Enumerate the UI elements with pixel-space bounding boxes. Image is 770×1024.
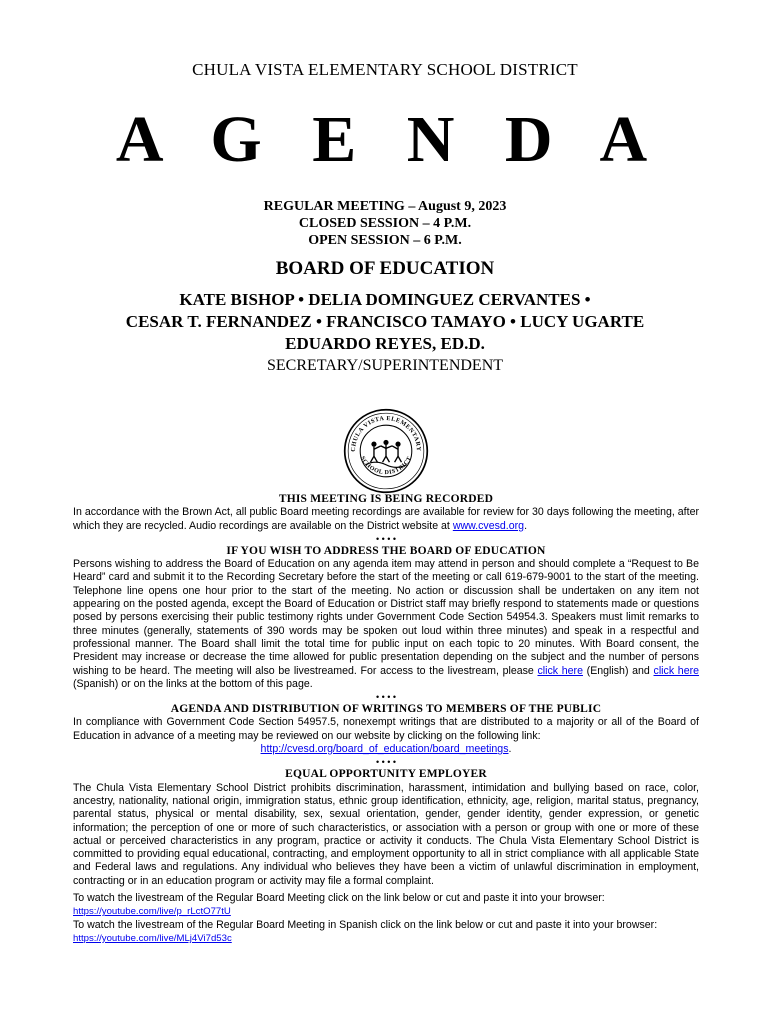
- recorded-notice: In accordance with the Brown Act, all public Board meeting recordings are available for review for 30 days following the meeting, after which they are recycled. Audio recordings are available on the District website at www.cvesd.org.: [73, 506, 699, 532]
- youtube-spanish-link[interactable]: https://youtube.com/live/MLj4Vi7d53c: [73, 932, 232, 944]
- superintendent-name: EDUARDO REYES, ED.D.: [285, 334, 485, 353]
- board-members-line-1: KATE BISHOP • DELIA DOMINGUEZ CERVANTES •: [179, 290, 591, 309]
- closed-session-time: CLOSED SESSION – 4 P.M.: [298, 216, 472, 231]
- livestream-spanish-text: To watch the livestream of the Regular Board Meeting in Spanish click on the link below or cut and paste it into your browser:: [73, 918, 658, 931]
- distribution-heading: AGENDA AND DISTRIBUTION OF WRITINGS TO MEMBERS OF THE PUBLIC: [170, 703, 602, 716]
- board-members: [0, 289, 770, 333]
- superintendent-title: SECRETARY/SUPERINTENDENT: [266, 357, 504, 374]
- youtube-english-link[interactable]: https://youtube.com/live/p_rLctO77tU: [73, 906, 231, 918]
- separator-dots: • • • •: [375, 692, 397, 703]
- open-session-time: OPEN SESSION – 6 P.M.: [308, 233, 462, 248]
- board-title: BOARD OF EDUCATION: [275, 258, 495, 279]
- district-name: CHULA VISTA ELEMENTARY SCHOOL DISTRICT: [192, 60, 578, 79]
- board-meetings-link[interactable]: http://cvesd.org/board_of_education/board_meetings: [260, 743, 509, 756]
- svg-text:SCHOOL DISTRICT: SCHOOL DISTRICT: [358, 455, 414, 477]
- svg-text:CHULA VISTA ELEMENTARY: CHULA VISTA ELEMENTARY: [349, 414, 423, 452]
- address-board-notice: Persons wishing to address the Board of Education on any agenda item may attend in person and should complete a “Request to Be Heard” card and submit it to the Recording Secretary before the start of the meeting or call 619-679-9001 to the start of the meeting. Telephone line opens one hour prior to the start of the meeting. No action or discussion shall be undertaken on any item not appearing on the posted agenda, except the Board of Education or District staff may briefly respond to statements made or questions posed by persons exercising their public testimony rights under Government Code Section 54954.3. Speakers must limit remarks to three minutes (generally, statements of 390 words may be spoken out loud within three minutes) and speak in a respectful and professional manner. The Board shall limit the total time for public input on each topic to 20 minutes. With Board consent, the President may increase or decrease the time allowed for public presentation depending on the subject and the number of persons wishing to be heard. The meeting will also be livestreamed. For access to the livestream, please click here (English) and click here (Spanish) or on the links at the bottom of this page.: [73, 558, 700, 690]
- distribution-notice: In compliance with Government Code Section 54957.5, nonexempt writings that are distributed to a majority or all of the Board of Education in advance of a meeting may be reviewed on our website by clicking on the following link:: [73, 716, 699, 742]
- district-seal-logo: [343, 408, 429, 494]
- district-website-link[interactable]: www.cvesd.org: [452, 519, 525, 532]
- meeting-info: [0, 198, 770, 249]
- livestream-english-link[interactable]: click here: [537, 664, 583, 677]
- meeting-date: REGULAR MEETING – August 9, 2023: [263, 199, 507, 214]
- livestream-spanish-link[interactable]: click here: [653, 664, 700, 677]
- agenda-title: A G E N D A: [115, 103, 665, 176]
- livestream-english-text: To watch the livestream of the Regular Board Meeting click on the link below or cut and paste it into your browser:: [73, 892, 605, 905]
- equal-opportunity-heading: EQUAL OPPORTUNITY EMPLOYER: [285, 768, 487, 781]
- separator-dots: • • • •: [375, 533, 397, 544]
- livestream-links: [73, 892, 699, 945]
- agenda-notices: [73, 493, 699, 945]
- board-meetings-link-line: http://cvesd.org/board_of_education/board_meetings.: [260, 743, 512, 756]
- recorded-heading: THIS MEETING IS BEING RECORDED: [278, 493, 494, 505]
- address-board-heading: IF YOU WISH TO ADDRESS THE BOARD OF EDUCATION: [226, 544, 546, 557]
- separator-dots: • • • •: [375, 757, 397, 768]
- board-members-line-2: CESAR T. FERNANDEZ • FRANCISCO TAMAYO • LUCY UGARTE: [125, 312, 645, 331]
- equal-opportunity-notice: The Chula Vista Elementary School District prohibits discrimination, harassment, intimidation and bullying based on race, color, ancestry, nationality, national origin, immigration status, ethnic group identification, ethnicity, age, religion, marital status, pregnancy, parental status, physical or mental disability, sex, sexual orientation, gender, gender identity, gender expression, or genetic information; the perception of one or more of such characteristics, or association with a person or group with one or more of these actual or perceived characteristics in any program, practice or activity it conducts. The Chula Vista Elementary School District is committed to providing equal educational, contracting, and employment opportunity to all in strict compliance with all applicable State and Federal laws and regulations. Any individual who believes they have been a victim of unlawful discrimination in employment, contracting or in an education program or activity may file a formal complaint.: [73, 781, 699, 887]
